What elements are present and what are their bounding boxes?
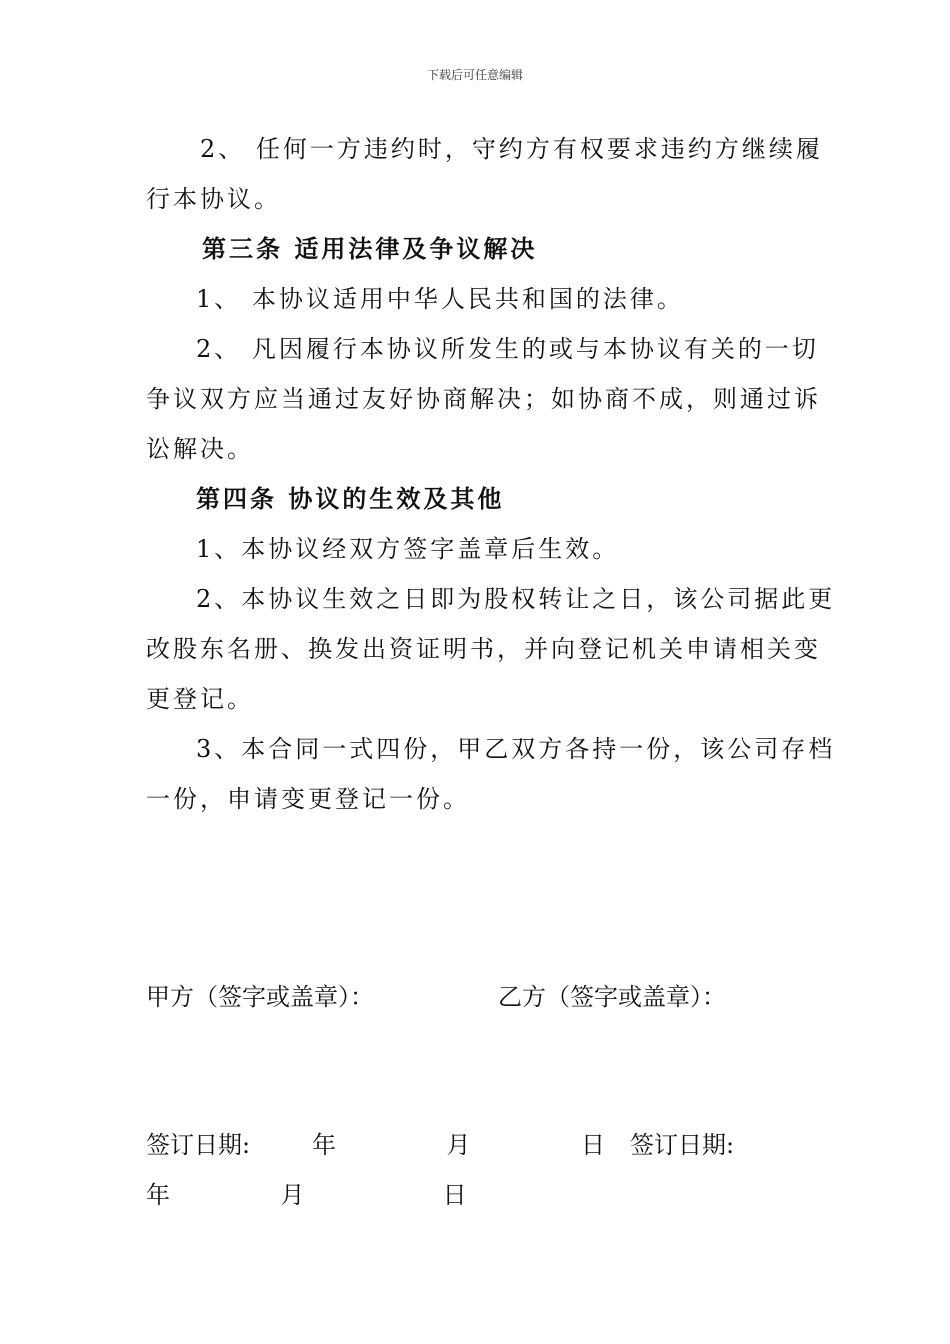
page-header: 下载后可任意编辑: [426, 68, 523, 82]
article4-title: 第四条 协议的生效及其他: [196, 484, 505, 513]
party-a-signature-label: 甲方（签字或盖章）：: [146, 983, 374, 1011]
article4-item3-line1: 3、本合同一式四份，甲乙双方各持一份，该公司存档: [196, 735, 836, 763]
article3-item2-line2: 争议双方应当通过友好协商解决；如协商不成，则通过诉: [146, 385, 821, 413]
article4-item2-line3: 更登记。: [146, 685, 254, 713]
party-b-date-ymd: 年 月 日: [146, 1181, 467, 1209]
article3-item2-line3: 讼解决。: [146, 435, 254, 463]
article3-item2-line1: 2、 凡因履行本协议所发生的或与本协议有关的一切: [196, 335, 819, 363]
article4-item2-line1: 2、本协议生效之日即为股权转让之日，该公司据此更: [196, 585, 836, 613]
article3-title: 第三条 适用法律及争议解决: [202, 234, 538, 263]
article3-item1: 1、 本协议适用中华人民共和国的法律。: [196, 285, 684, 313]
article4-item3-line2: 一份，申请变更登记一份。: [146, 785, 470, 813]
article4-item1: 1、本协议经双方签字盖章后生效。: [196, 535, 620, 563]
article4-item2-line2: 改股东名册、换发出资证明书，并向登记机关申请相关变: [146, 635, 821, 663]
party-b-signature-label: 乙方（签字或盖章）：: [498, 983, 726, 1011]
party-a-date-ymd: 年 月 日: [312, 1131, 606, 1159]
party-a-date-label: 签订日期:: [146, 1131, 251, 1159]
article2-item2-line2: 行本协议。: [146, 185, 281, 213]
party-b-date-label: 签订日期:: [630, 1131, 735, 1159]
article2-item2-line1: 2、 任何一方违约时，守约方有权要求违约方继续履: [200, 135, 823, 163]
